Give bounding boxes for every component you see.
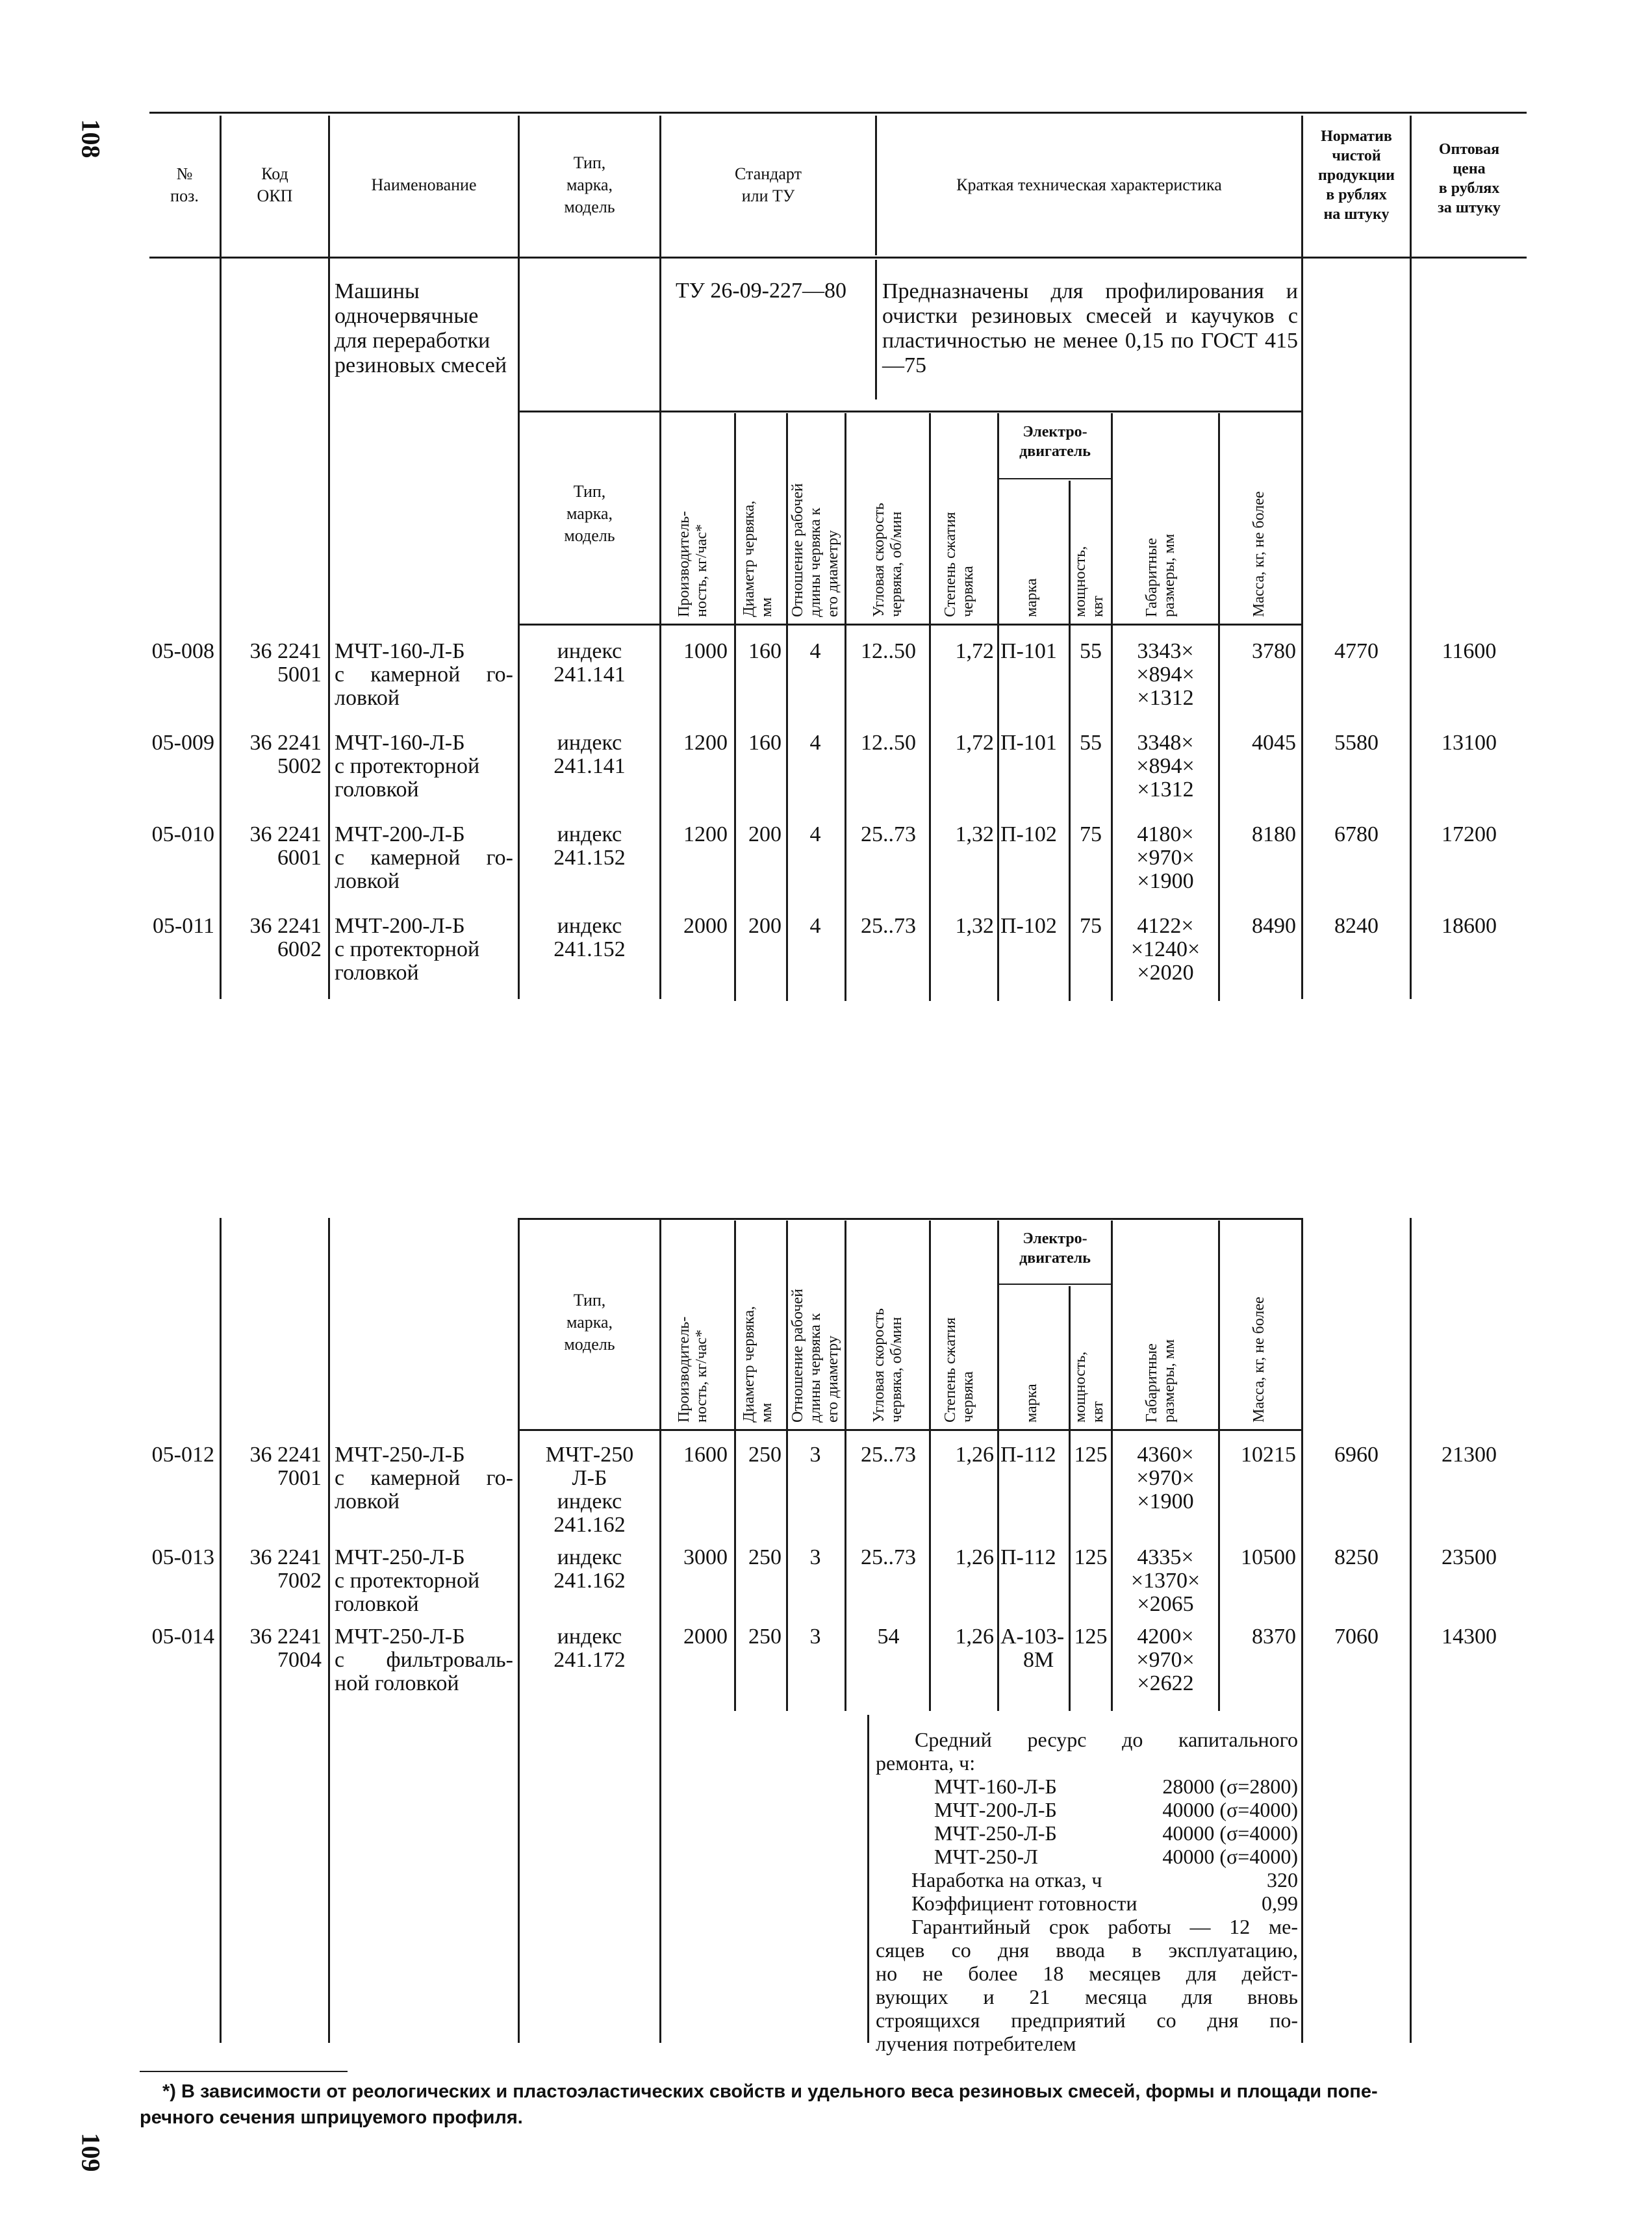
row-name-1: МЧТ-250-Л-Б [335,1625,465,1649]
row-mass: 10215 [1241,1443,1296,1467]
row-name-2: с фильтроваль- [335,1648,513,1672]
group-standard: ТУ 26-09-227—80 [676,279,846,303]
notes-model-value: 40000 (σ=4000) [1162,1821,1298,1845]
table-row [0,1443,1652,1544]
row-motor-mark: П-102 [1000,914,1057,938]
rows-group-2 [0,1443,1652,1716]
notes-warranty-line: лучения потребителем [876,2032,1076,2055]
row-type-2: индекс [557,1489,622,1513]
row-okp-2: 6002 [277,937,322,961]
header-okp: Код ОКП [257,164,293,205]
std-right-line [875,260,877,399]
row-name-2: с протекторной [335,754,480,778]
sub1-compression: Степень сжатия червяка [942,512,976,617]
row-motor-power: 125 [1074,1625,1108,1649]
row-pos: 05-014 [151,1625,214,1649]
row-diameter: 200 [748,914,782,938]
row-productivity: 1200 [683,731,728,755]
row-mass: 8370 [1252,1625,1296,1649]
row-ratio: 4 [809,914,821,938]
header-bottom-rule [149,257,1527,259]
row-norm: 8240 [1334,914,1379,938]
notes-resource-line-2: ремонта, ч: [876,1751,976,1775]
sub1-motor-rule [997,478,1111,479]
footnote-line-2: речного сечения шприцуемого профиля. [140,2107,523,2128]
notes-model-row [876,1845,1298,1868]
row-type-2: 241.141 [553,663,626,687]
sub2-dims: Габаритные размеры, мм [1143,1339,1178,1423]
row-mass: 10500 [1241,1545,1296,1569]
row-name-2: с протекторной [335,937,480,961]
notes-mtbf-label: Наработка на отказ, ч [911,1868,1102,1892]
row-okp-2: 7001 [277,1466,322,1490]
sub1-motor: Электро- двигатель [1019,424,1091,460]
sub1-productivity: Производитель- ность, кг/час* [676,511,710,617]
row-dims-1: 3343× [1137,639,1194,663]
row-pos: 05-011 [152,914,214,938]
notes-model-value: 40000 (σ=4000) [1162,1798,1298,1821]
row-type-0: МЧТ-250 [545,1443,634,1467]
row-pos: 05-013 [151,1545,214,1569]
sub2-motor-rule [997,1284,1111,1285]
row-dims-3: ×2020 [1137,961,1194,985]
row-norm: 8250 [1334,1545,1379,1569]
row-productivity: 2000 [683,1625,728,1649]
row-type-1: индекс [557,731,622,755]
row-type-3: 241.172 [553,1648,626,1672]
row-dims-3: ×1312 [1137,778,1194,802]
row-motor-power: 125 [1074,1545,1108,1569]
row-ratio: 3 [809,1625,821,1649]
subheader2-top-rule [520,1218,1301,1220]
row-dims-2: ×1240× [1130,937,1201,961]
row-dims-1: 4360× [1137,1443,1194,1467]
notes-availability-value: 0,99 [1262,1892,1298,1915]
row-productivity: 1200 [683,822,728,846]
row-name-3: головкой [335,778,419,802]
row-motor-power: 55 [1080,639,1102,663]
sub2-speed: Угловая скорость червяка, об/мин [870,1308,905,1423]
row-ratio: 3 [809,1443,821,1467]
row-speed: 25..73 [861,1545,916,1569]
row-dims-2: ×1370× [1130,1569,1201,1593]
table-row [0,640,1652,731]
row-okp-1: 36 2241 [249,639,322,663]
row-name-3: ной головкой [335,1671,459,1695]
notes-warranty-line: но не более 18 месяцев для дейст- [876,1962,1298,1985]
row-price: 21300 [1442,1443,1497,1467]
notes-model-name: МЧТ-250-Л-Б [934,1821,1057,1845]
row-dims-2: ×894× [1136,663,1195,687]
notes-model-name: МЧТ-160-Л-Б [934,1775,1057,1798]
row-name-3: ловкой [335,1489,400,1513]
row-price: 23500 [1442,1545,1497,1569]
std-line [659,260,661,396]
notes-availability-row [876,1892,1298,1915]
sub1-mass: Масса, кг, не более [1251,491,1267,617]
row-dims-2: ×970× [1136,1466,1195,1490]
row-type-2: 241.152 [553,937,626,961]
notes-model-name: МЧТ-250-Л [934,1845,1038,1868]
row-dims-2: ×970× [1136,846,1195,870]
row-name-1: МЧТ-160-Л-Б [335,639,465,663]
row-norm: 4770 [1334,639,1379,663]
sub2-ratio: Отношение рабочей длины червяка к его диаметру [789,1289,841,1423]
row-dims-3: ×1900 [1137,869,1194,893]
row-name-2: с камерной го- [335,663,513,687]
row-okp-2: 7004 [277,1648,322,1672]
notes-model-row [876,1821,1298,1845]
notes-mtbf-row [876,1868,1298,1892]
subheader1-top-rule [520,411,1301,412]
row-motor-mark: П-101 [1000,639,1057,663]
row-name-2: с протекторной [335,1569,480,1593]
row-motor-mark: П-112 [1000,1443,1056,1467]
row-okp-2: 5002 [277,754,322,778]
subheader2-type: Тип, марка, модель [564,1291,615,1354]
row-dims-3: ×1312 [1137,686,1194,710]
row-pos: 05-012 [151,1443,214,1467]
row-productivity: 1600 [683,1443,728,1467]
notes-warranty-line: Гарантийный срок работы — 12 ме- [911,1915,1298,1938]
row-norm: 6960 [1334,1443,1379,1467]
subheader1-type: Тип, марка, модель [564,482,615,545]
row-dims-1: 3348× [1137,731,1194,755]
row-mass: 8180 [1252,822,1296,846]
sub2-compression: Степень сжатия червяка [942,1317,976,1423]
sub1-diameter: Диаметр червяка, мм [741,500,775,617]
row-compression: 1,26 [955,1545,994,1569]
row-dims-3: ×2065 [1137,1592,1194,1616]
header-characteristics: Краткая техническая характеристика [956,175,1222,194]
subheader1-bottom-rule [520,624,1301,626]
row-okp-1: 36 2241 [249,731,322,755]
row-ratio: 4 [809,731,821,755]
row-okp-1: 36 2241 [249,1545,322,1569]
row-compression: 1,26 [955,1625,994,1649]
row-compression: 1,72 [955,639,994,663]
row-mass: 8490 [1252,914,1296,938]
subheader2-bottom-rule [520,1429,1301,1431]
row-norm: 7060 [1334,1625,1379,1649]
row-motor-mark: П-112 [1000,1545,1056,1569]
header-top-rule [149,112,1527,114]
row-speed: 25..73 [861,1443,916,1467]
row-motor-mark: П-102 [1000,822,1057,846]
row-type-2: индекс [557,1625,622,1649]
row-name-3: головкой [335,1592,419,1616]
row-diameter: 250 [748,1545,782,1569]
row-type-1: индекс [557,822,622,846]
row-diameter: 160 [748,731,782,755]
row-okp-1: 36 2241 [249,1625,322,1649]
row-motor-power: 125 [1074,1443,1108,1467]
notes-warranty-line: вующих и 21 месяца для вновь [876,1985,1298,2008]
row-type-2: 241.141 [553,754,626,778]
row-motor-power: 75 [1080,822,1102,846]
sub1-motor-power: мощность, квт [1072,546,1106,617]
header-pos: № поз. [170,164,199,205]
header-price: Оптовая цена в рублях за штуку [1438,141,1501,216]
row-type-3: 241.162 [553,1513,626,1537]
row-compression: 1,32 [955,914,994,938]
row-price: 14300 [1442,1625,1497,1649]
notes-block [876,1728,1298,2055]
row-price: 13100 [1442,731,1497,755]
row-productivity: 2000 [683,914,728,938]
table-row [0,1546,1652,1624]
footnote-rule [140,2071,348,2072]
row-dims-2: ×970× [1136,1648,1195,1672]
header-type: Тип, марка, модель [564,153,615,216]
row-price: 11600 [1442,639,1497,663]
row-type-2: индекс [557,1545,622,1569]
row-dims-1: 4335× [1137,1545,1194,1569]
row-name-2: с камерной го- [335,846,513,870]
header-name: Наименование [371,175,477,194]
row-name-3: ловкой [335,869,400,893]
row-type-1: индекс [557,639,622,663]
row-diameter: 200 [748,822,782,846]
row-name-1: МЧТ-250-Л-Б [335,1545,465,1569]
row-okp-1: 36 2241 [249,822,322,846]
sub2-motor-power: мощность, квт [1072,1351,1106,1423]
row-type-3: 241.162 [553,1569,626,1593]
row-productivity: 1000 [683,639,728,663]
row-motor-power: 75 [1080,914,1102,938]
notes-availability-label: Коэффициент готовности [911,1892,1137,1915]
rows-group-1 [0,640,1652,1004]
notes-model-row [876,1775,1298,1798]
sub1-motor-mark: марка [1023,578,1040,617]
row-motor-mark: П-101 [1000,731,1057,755]
row-type-2: 241.152 [553,846,626,870]
row-okp-1: 36 2241 [249,914,322,938]
group-purpose: Предназначены для профилирования и очистки резиновых смесей и каучуков с пластичностью не менее 0,15 по ГОСТ 415—75 [882,279,1298,377]
sub1-ratio: Отношение рабочей длины червяка к его диаметру [789,483,841,617]
sub1-speed: Угловая скорость червяка, об/мин [870,503,905,617]
row-diameter: 160 [748,639,782,663]
table-row [0,915,1652,1006]
row-name-1: МЧТ-200-Л-Б [335,822,465,846]
row-name-3: головкой [335,961,419,985]
row-mass: 4045 [1252,731,1296,755]
row-mass: 3780 [1252,639,1296,663]
row-motor-mark-2: 8М [1023,1648,1054,1672]
row-dims-3: ×2622 [1137,1671,1194,1695]
row-okp-2: 5001 [277,663,322,687]
header-norm: Норматив чистой продукции в рублях на штуку [1318,128,1395,223]
sub2-motor: Электро- двигатель [1019,1230,1091,1267]
row-motor-mark: А-103- [1000,1625,1065,1649]
row-speed: 54 [877,1625,900,1649]
row-type-1: Л-Б [572,1466,607,1490]
row-dims-1: 4180× [1137,822,1194,846]
notes-left-line [867,1715,869,2043]
row-compression: 1,32 [955,822,994,846]
row-pos: 05-010 [151,822,214,846]
group-name: Машины одночервячные для переработки резиновых смесей [335,279,507,377]
row-dims-2: ×894× [1136,754,1195,778]
row-name-2: с камерной го- [335,1466,513,1490]
row-okp-2: 7002 [277,1569,322,1593]
row-pos: 05-009 [151,731,214,755]
row-compression: 1,26 [955,1443,994,1467]
notes-model-value: 40000 (σ=4000) [1162,1845,1298,1868]
notes-warranty-line: строящихся предприятий со дня по- [876,2008,1298,2032]
row-diameter: 250 [748,1625,782,1649]
sub2-mass: Масса, кг, не более [1251,1297,1267,1423]
row-dims-3: ×1900 [1137,1489,1194,1513]
row-norm: 6780 [1334,822,1379,846]
notes-model-row [876,1798,1298,1821]
row-name-1: МЧТ-160-Л-Б [335,731,465,755]
sub2-productivity: Производитель- ность, кг/час* [676,1316,710,1423]
notes-mtbf-value: 320 [1267,1868,1298,1892]
row-speed: 12..50 [861,639,916,663]
page-number-bottom: 109 [76,2133,106,2172]
row-diameter: 250 [748,1443,782,1467]
table-row [0,823,1652,914]
notes-warranty-line: сяцев со дня ввода в эксплуатацию, [876,1938,1298,1962]
row-price: 18600 [1442,914,1497,938]
notes-model-name: МЧТ-200-Л-Б [934,1798,1057,1821]
row-speed: 25..73 [861,914,916,938]
header-standard: Стандарт или ТУ [735,164,802,205]
row-motor-power: 55 [1080,731,1102,755]
row-okp-1: 36 2241 [249,1443,322,1467]
row-pos: 05-008 [151,639,214,663]
row-price: 17200 [1442,822,1497,846]
sub2-motor-mark: марка [1023,1384,1040,1423]
row-productivity: 3000 [683,1545,728,1569]
row-ratio: 4 [809,822,821,846]
row-dims-1: 4200× [1137,1625,1194,1649]
row-dims-1: 4122× [1137,914,1194,938]
row-name-1: МЧТ-250-Л-Б [335,1443,465,1467]
row-okp-2: 6001 [277,846,322,870]
table-row [0,731,1652,822]
row-ratio: 4 [809,639,821,663]
footnote-line-1: *) В зависимости от реологических и пластоэластических свойств и удельного веса резиновых смесей, формы и площади попе- [162,2081,1378,2102]
notes-model-value: 28000 (σ=2800) [1162,1775,1298,1798]
row-ratio: 3 [809,1545,821,1569]
page-number-top: 108 [76,119,106,158]
row-speed: 12..50 [861,731,916,755]
table-row [0,1625,1652,1716]
row-name-3: ловкой [335,686,400,710]
row-type-1: индекс [557,914,622,938]
row-compression: 1,72 [955,731,994,755]
row-norm: 5580 [1334,731,1379,755]
row-speed: 25..73 [861,822,916,846]
sub1-dims: Габаритные размеры, мм [1143,533,1178,617]
notes-resource-line-1: Средний ресурс до капитального [915,1728,1298,1751]
sub2-diameter: Диаметр червяка, мм [741,1306,775,1423]
row-name-1: МЧТ-200-Л-Б [335,914,465,938]
